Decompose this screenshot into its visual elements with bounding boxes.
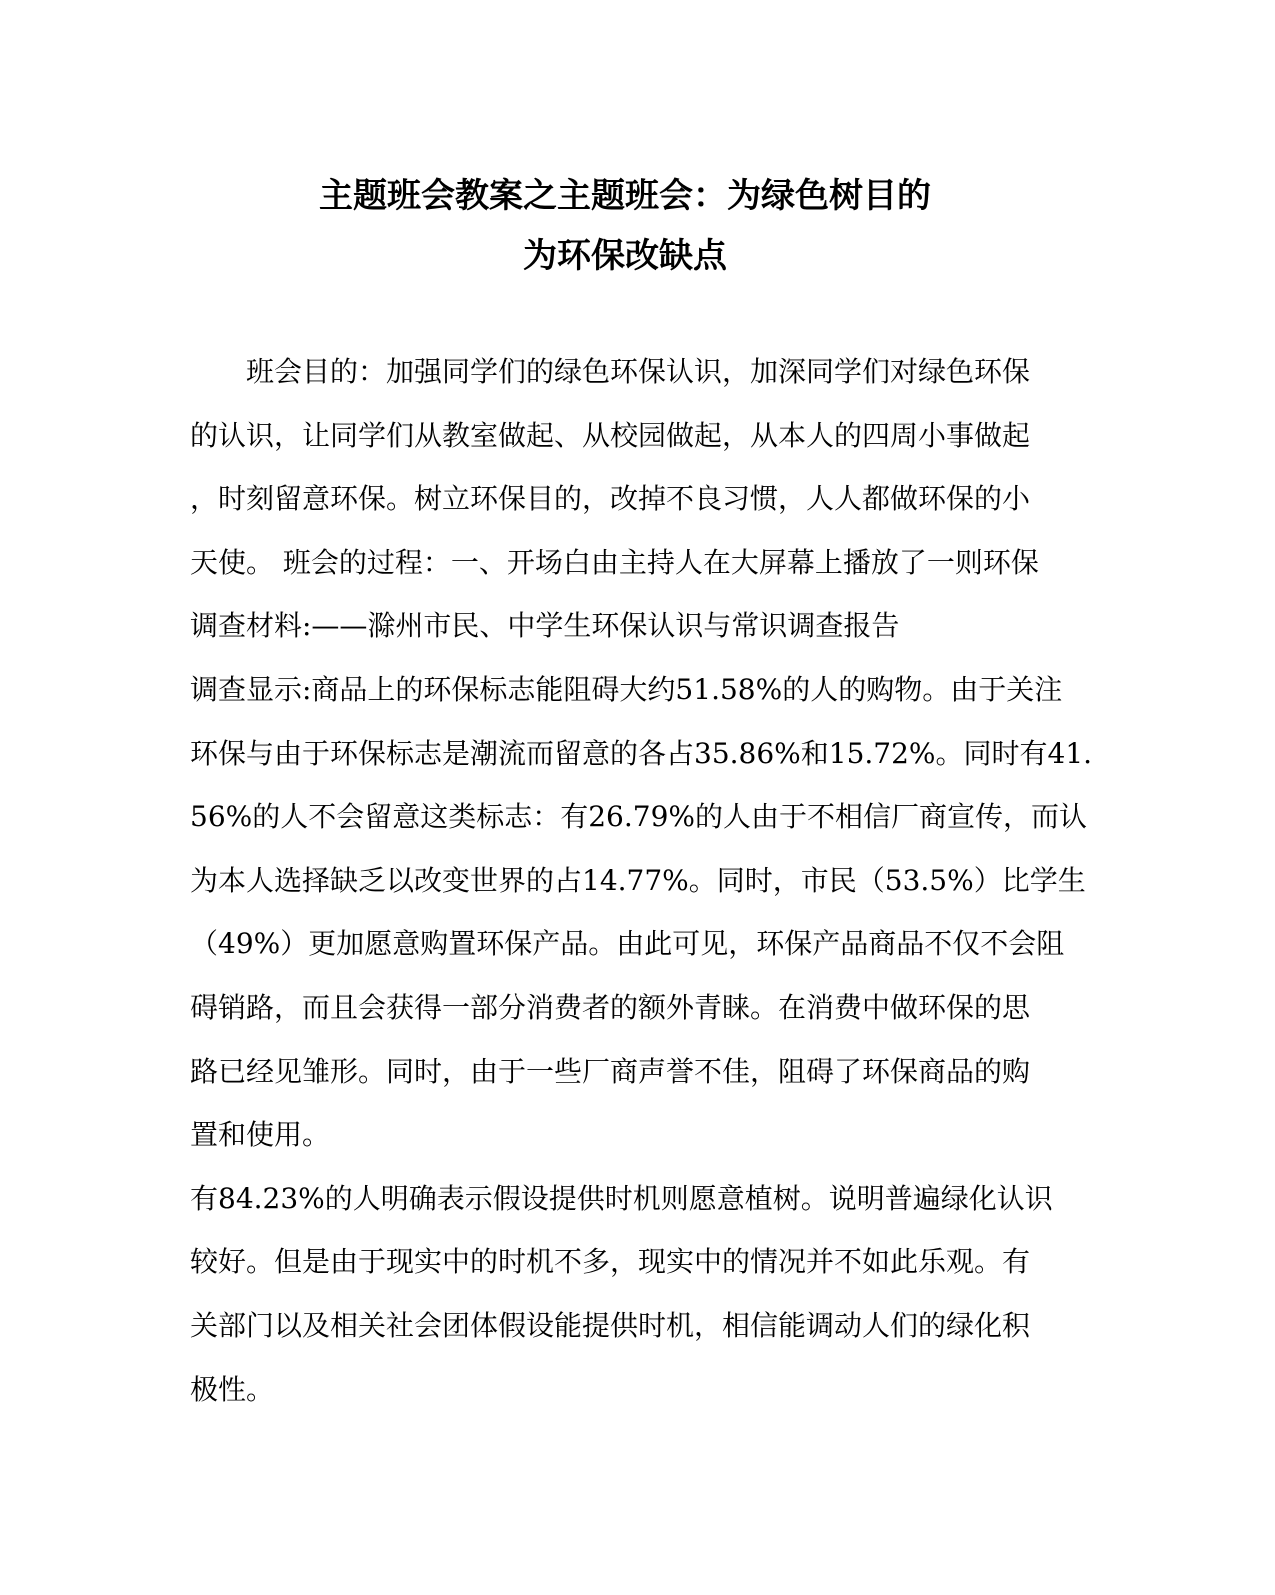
title-line-1: 主题班会教案之主题班会：为绿色树目的 bbox=[319, 176, 931, 216]
body-line: 环保与由于环保标志是潮流而留意的各占35.86%和15.72%。同时有41. bbox=[190, 736, 1093, 770]
body-line: 天使。 班会的过程：一、开场白由主持人在大屏幕上播放了一则环保 bbox=[190, 545, 1039, 579]
body-line: 有84.23%的人明确表示假设提供时机则愿意植树。说明普遍绿化认识 bbox=[190, 1181, 1053, 1215]
body-line: 极性。 bbox=[190, 1372, 275, 1406]
body-line: 置和使用。 bbox=[190, 1118, 331, 1152]
body-line: 班会目的：加强同学们的绿色环保认识，加深同学们对绿色环保 bbox=[246, 355, 1031, 388]
body-line: 碍销路，而且会获得一部分消费者的额外青睐。在消费中做环保的思 bbox=[190, 990, 1031, 1024]
document-body bbox=[190, 340, 1093, 1421]
body-line: 调查显示:商品上的环保标志能阻碍大约51.58%的人的购物。由于关注 bbox=[190, 672, 1063, 706]
body-line: 路已经见雏形。同时，由于一些厂商声誉不佳，阻碍了环保商品的购 bbox=[190, 1054, 1031, 1088]
title-line-2: 为环保改缺点 bbox=[523, 236, 727, 276]
body-line: 为本人选择缺乏以改变世界的占14.77%。同时，市民（53.5%）比学生 bbox=[190, 863, 1086, 897]
body-line: 56%的人不会留意这类标志：有26.79%的人由于不相信厂商宣传，而认 bbox=[190, 800, 1088, 834]
body-line: 关部门以及相关社会团体假设能提供时机，相信能调动人们的绿化积 bbox=[190, 1308, 1031, 1342]
body-line: ，时刻留意环保。树立环保目的，改掉不良习惯，人人都做环保的小 bbox=[190, 482, 1031, 516]
body-line: （49%）更加愿意购置环保产品。由此可见，环保产品商品不仅不会阻 bbox=[190, 927, 1065, 961]
body-line: 的认识，让同学们从教室做起、从校园做起，从本人的四周小事做起 bbox=[190, 418, 1031, 452]
body-line: 调查材料:——滁州市民、中学生环保认识与常识调查报告 bbox=[190, 609, 900, 643]
document-title bbox=[190, 166, 1060, 286]
body-line: 较好。但是由于现实中的时机不多，现实中的情况并不如此乐观。有 bbox=[190, 1245, 1031, 1279]
